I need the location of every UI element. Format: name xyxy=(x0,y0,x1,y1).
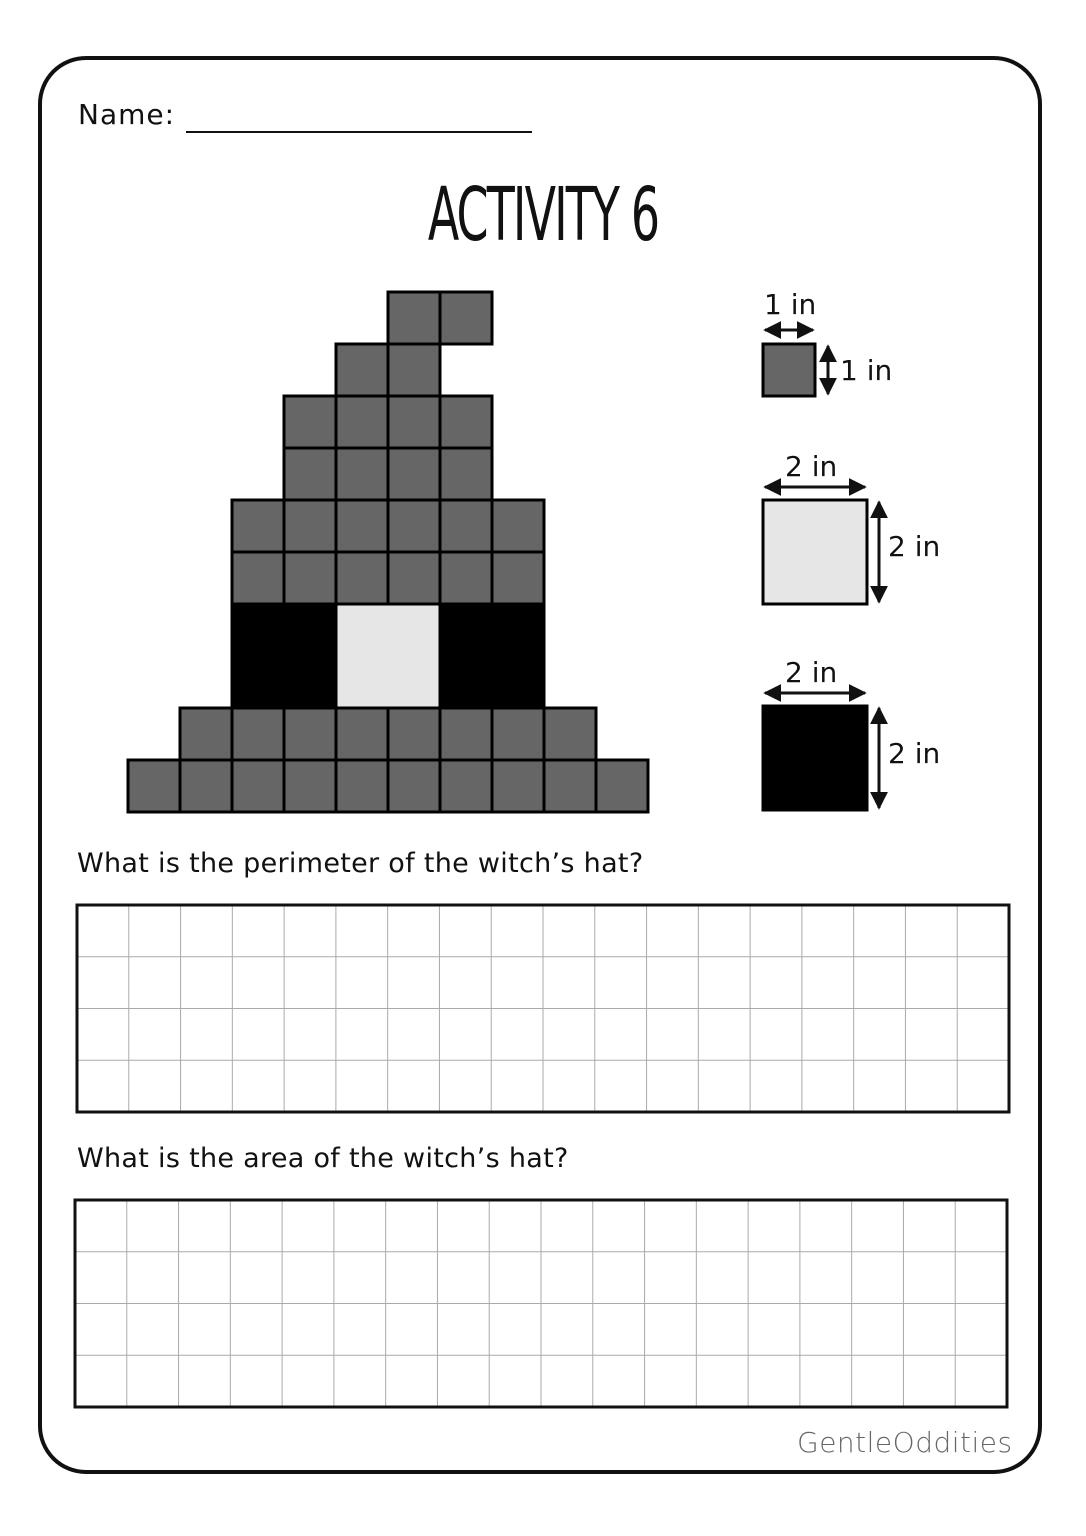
hat-square-1in xyxy=(284,448,336,500)
legend-light-width-label: 2 in xyxy=(785,450,838,483)
hat-square-1in xyxy=(180,708,232,760)
legend-dark-height-label: 2 in xyxy=(888,737,941,770)
hat-square-1in xyxy=(440,500,492,552)
hat-square-1in xyxy=(440,708,492,760)
hat-square-1in xyxy=(336,344,388,396)
hat-square-1in xyxy=(336,708,388,760)
legend-small-height-label: 1 in xyxy=(840,354,893,387)
hat-square-1in xyxy=(544,760,596,812)
hat-square-1in xyxy=(388,292,440,344)
legend-shapes xyxy=(763,330,879,810)
hat-square-1in xyxy=(440,760,492,812)
legend-square-dark xyxy=(763,706,867,810)
hat-square-1in xyxy=(284,552,336,604)
hat-square-1in xyxy=(232,552,284,604)
hat-band-black-right xyxy=(440,604,544,708)
hat-buckle-light xyxy=(336,604,440,708)
area-question: What is the area of the witch’s hat? xyxy=(77,1143,569,1174)
hat-square-1in xyxy=(336,500,388,552)
legend-square-light xyxy=(763,500,867,604)
hat-square-1in xyxy=(544,708,596,760)
hat-square-1in xyxy=(180,760,232,812)
hat-band-black-left xyxy=(232,604,336,708)
hat-square-1in xyxy=(596,760,648,812)
hat-square-1in xyxy=(232,708,284,760)
hat-square-1in xyxy=(284,500,336,552)
hat-square-1in xyxy=(336,396,388,448)
hat-square-1in xyxy=(388,760,440,812)
hat-square-1in xyxy=(232,760,284,812)
hat-square-1in xyxy=(388,396,440,448)
hat-square-1in xyxy=(284,760,336,812)
perimeter-question: What is the perimeter of the witch’s hat? xyxy=(77,848,644,879)
name-label: Name: xyxy=(78,98,176,131)
perimeter-answer-grid[interactable] xyxy=(77,905,1009,1112)
legend-light-height-label: 2 in xyxy=(888,530,941,563)
legend-square-small xyxy=(763,344,815,396)
hat-square-1in xyxy=(492,552,544,604)
hat-square-1in xyxy=(440,552,492,604)
hat-square-1in xyxy=(440,448,492,500)
witch-hat xyxy=(128,292,648,812)
hat-square-1in xyxy=(388,708,440,760)
hat-square-1in xyxy=(232,500,284,552)
area-answer-grid[interactable] xyxy=(75,1200,1007,1407)
hat-square-1in xyxy=(284,708,336,760)
hat-square-1in xyxy=(388,552,440,604)
hat-square-1in xyxy=(336,448,388,500)
hat-square-1in xyxy=(492,500,544,552)
hat-square-1in xyxy=(492,760,544,812)
legend-dark-width-label: 2 in xyxy=(785,656,838,689)
hat-square-1in xyxy=(284,396,336,448)
hat-square-1in xyxy=(440,396,492,448)
legend-small-width-label: 1 in xyxy=(764,288,817,321)
hat-square-1in xyxy=(388,344,440,396)
hat-square-1in xyxy=(128,760,180,812)
hat-square-1in xyxy=(492,708,544,760)
hat-square-1in xyxy=(388,448,440,500)
brand-logo: GentleOddities xyxy=(797,1426,1013,1459)
hat-square-1in xyxy=(336,552,388,604)
hat-square-1in xyxy=(440,292,492,344)
hat-square-1in xyxy=(388,500,440,552)
hat-square-1in xyxy=(336,760,388,812)
page-title: ACTIVITY 6 xyxy=(427,172,659,258)
